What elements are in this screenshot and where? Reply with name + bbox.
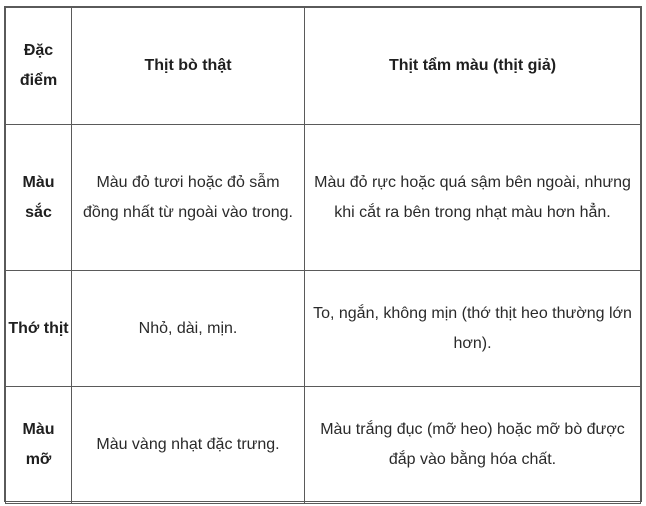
row-feature-grain: Thớ thịt	[6, 271, 72, 387]
cell-fake-color: Màu đỏ rực hoặc quá sậm bên ngoài, nhưng khi cắt ra bên trong nhạt màu hơn hẳn.	[305, 125, 641, 271]
table-row	[6, 387, 641, 504]
table-header-row	[6, 8, 641, 125]
table-row	[6, 271, 641, 387]
comparison-table-container	[4, 6, 642, 502]
comparison-table	[5, 7, 641, 504]
header-fake-beef: Thịt tẩm màu (thịt giả)	[305, 8, 641, 125]
table-row	[6, 125, 641, 271]
row-feature-color: Màu sắc	[6, 125, 72, 271]
row-feature-fat: Màu mỡ	[6, 387, 72, 504]
cell-real-fat: Màu vàng nhạt đặc trưng.	[72, 387, 305, 504]
cell-fake-grain: To, ngắn, không mịn (thớ thịt heo thường lớn hơn).	[305, 271, 641, 387]
cell-real-color: Màu đỏ tươi hoặc đỏ sẫm đồng nhất từ ngoài vào trong.	[72, 125, 305, 271]
header-feature: Đặc điểm	[6, 8, 72, 125]
cell-real-grain: Nhỏ, dài, mịn.	[72, 271, 305, 387]
header-real-beef: Thịt bò thật	[72, 8, 305, 125]
cell-fake-fat: Màu trắng đục (mỡ heo) hoặc mỡ bò được đắp vào bằng hóa chất.	[305, 387, 641, 504]
